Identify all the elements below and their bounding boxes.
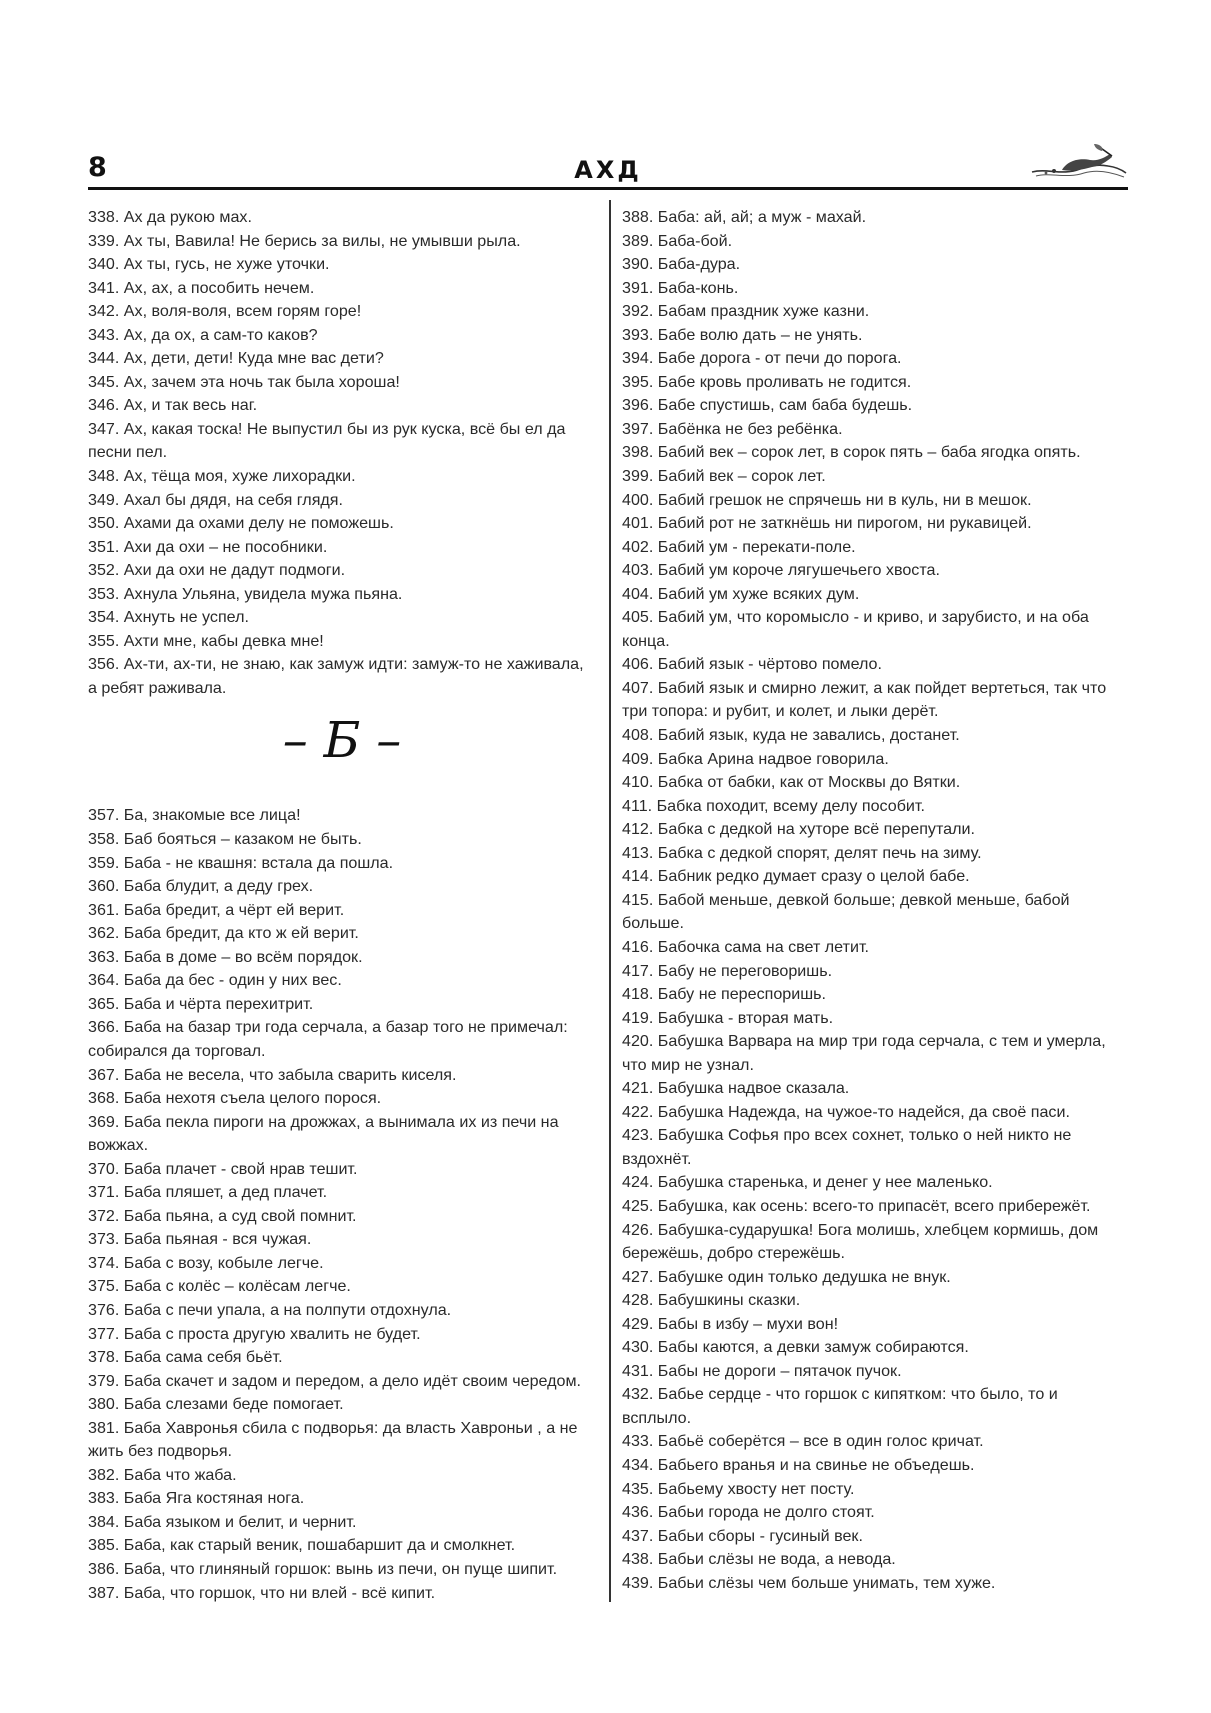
running-head: АХД bbox=[574, 156, 642, 184]
proverb-entry: 369. Баба пекла пироги на дрожжах, а вынимала их из печи на вожжах. bbox=[88, 1112, 559, 1155]
proverb-entry: 382. Баба что жаба. bbox=[88, 1465, 237, 1484]
proverb-entry: 345. Ах, зачем эта ночь так была хороша! bbox=[88, 372, 400, 391]
proverb-entry: 432. Бабье сердце - что горшок с кипятком: что было, то и всплыло. bbox=[622, 1385, 1058, 1427]
proverb-entry: 371. Баба пляшет, а дед плачет. bbox=[88, 1183, 328, 1202]
proverb-entry: 388. Баба: ай, ай; а муж - махай. bbox=[622, 208, 867, 226]
proverb-entry: 372. Баба пьяна, а суд свой помнит. bbox=[88, 1206, 357, 1225]
proverb-entry: 438. Бабьи слёзы не вода, а невода. bbox=[622, 1550, 896, 1569]
proverb-entry: 370. Баба плачет - свой нрав тешит. bbox=[88, 1159, 358, 1178]
proverb-entry: 422. Бабушка Надежда, на чужое-то надейся, да своё паси. bbox=[622, 1102, 1070, 1121]
proverb-entry: 408. Бабий язык, куда не завались, достанет. bbox=[622, 726, 960, 745]
proverb-entry: 358. Баб бояться – казаком не быть. bbox=[88, 830, 362, 849]
proverb-entry: 391. Баба-конь. bbox=[622, 278, 739, 297]
proverb-entry: 363. Баба в доме – во всём порядок. bbox=[88, 947, 363, 966]
proverb-entry: 433. Бабьё соберётся – все в один голос кричат. bbox=[622, 1432, 984, 1451]
right-entries bbox=[622, 206, 1128, 1595]
proverb-entry: 418. Бабу не переспоришь. bbox=[622, 985, 826, 1004]
proverb-entry: 383. Баба Яга костяная нога. bbox=[88, 1489, 305, 1508]
header-rule bbox=[88, 187, 1128, 190]
proverb-entry: 431. Бабы не дороги – пятачок пучок. bbox=[622, 1361, 902, 1380]
proverb-entry: 381. Баба Хавронья сбила с подворья: да власть Хавроньи , а не жить без подворья. bbox=[88, 1418, 578, 1461]
proverb-entry: 341. Ах, ах, а пособить нечем. bbox=[88, 278, 315, 297]
proverb-entry: 410. Бабка от бабки, как от Москвы до Вятки. bbox=[622, 773, 961, 792]
proverb-entry: 424. Бабушка старенька, и денег у нее маленько. bbox=[622, 1173, 993, 1192]
proverb-entry: 339. Ах ты, Вавила! Не берись за вилы, не умывши рыла. bbox=[88, 231, 521, 250]
proverb-entry: 426. Бабушка-сударушка! Бога молишь, хлебцем кормишь, дом бережёшь, добро стережёшь. bbox=[622, 1220, 1099, 1263]
column-divider bbox=[609, 200, 611, 1602]
proverb-entry: 419. Бабушка - вторая мать. bbox=[622, 1008, 834, 1027]
proverb-entry: 416. Бабочка сама на свет летит. bbox=[622, 937, 870, 956]
proverb-entry: 375. Баба с колёс – колёсам легче. bbox=[88, 1277, 351, 1296]
proverb-entry: 436. Бабьи города не долго стоят. bbox=[622, 1503, 875, 1522]
proverb-entry: 362. Баба бредит, да кто ж ей верит. bbox=[88, 924, 359, 943]
proverb-entry: 439. Бабьи слёзы чем больше унимать, тем хуже. bbox=[622, 1573, 996, 1592]
section-heading bbox=[88, 700, 596, 804]
hand-quill-ornament-icon bbox=[1028, 142, 1128, 182]
proverb-entry: 412. Бабка с дедкой на хуторе всё перепутали. bbox=[622, 820, 975, 839]
proverb-entry: 393. Бабе волю дать – не унять. bbox=[622, 325, 863, 344]
proverb-entry: 400. Бабий грешок не спрячешь ни в куль, ни в мешок. bbox=[622, 490, 1032, 509]
proverb-entry: 415. Бабой меньше, девкой больше; девкой меньше, бабой больше. bbox=[622, 890, 1070, 933]
proverb-entry: 402. Бабий ум - перекати-поле. bbox=[622, 537, 856, 556]
right-column bbox=[622, 206, 1128, 1595]
proverb-entry: 378. Баба сама себя бьёт. bbox=[88, 1348, 283, 1367]
proverb-entry: 428. Бабушкины сказки. bbox=[622, 1291, 801, 1310]
proverb-entry: 396. Бабе спустишь, сам баба будешь. bbox=[622, 396, 913, 415]
proverb-entry: 405. Бабий ум, что коромысло - и криво, и зарубисто, и на оба конца. bbox=[622, 608, 1089, 650]
proverb-entry: 365. Баба и чёрта перехитрит. bbox=[88, 994, 314, 1013]
proverb-entry: 417. Бабу не переговоришь. bbox=[622, 961, 833, 980]
proverb-entry: 374. Баба с возу, кобыле легче. bbox=[88, 1253, 324, 1272]
proverb-entry: 346. Ах, и так весь наг. bbox=[88, 396, 258, 415]
proverb-entry: 407. Бабий язык и смирно лежит, а как пойдет вертеться, так что три топора: и рубит, и колет, и лыки дерёт. bbox=[622, 678, 1107, 721]
proverb-entry: 348. Ах, тёща моя, хуже лихорадки. bbox=[88, 467, 356, 486]
proverb-entry: 411. Бабка походит, всему делу пособит. bbox=[622, 796, 925, 815]
proverb-entry: 423. Бабушка Софья про всех сохнет, только о ней никто не вздохнёт. bbox=[622, 1126, 1072, 1168]
proverb-entry: 379. Баба скачет и задом и передом, а дело идёт своим чередом. bbox=[88, 1371, 581, 1390]
left-entries-bottom bbox=[88, 804, 596, 1605]
proverb-entry: 352. Ахи да охи не дадут подмоги. bbox=[88, 561, 346, 580]
proverb-entry: 355. Ахти мне, кабы девка мне! bbox=[88, 631, 324, 650]
proverb-entry: 389. Баба-бой. bbox=[622, 231, 733, 250]
proverb-entry: 360. Баба блудит, а деду грех. bbox=[88, 877, 314, 896]
left-column bbox=[88, 206, 596, 1605]
proverb-entry: 350. Ахами да охами делу не поможешь. bbox=[88, 514, 394, 533]
proverb-entry: 429. Бабы в избу – мухи вон! bbox=[622, 1314, 839, 1333]
proverb-entry: 398. Бабий век – сорок лет, в сорок пять – баба ягодка опять. bbox=[622, 443, 1081, 462]
left-entries-top bbox=[88, 206, 596, 700]
section-letter: – Б – bbox=[282, 711, 402, 770]
proverb-entry: 343. Ах, да ох, а сам-то каков? bbox=[88, 325, 318, 344]
proverb-entry: 340. Ах ты, гусь, не хуже уточки. bbox=[88, 255, 330, 274]
proverb-entry: 386. Баба, что глиняный горшок: вынь из печи, он пуще шипит. bbox=[88, 1559, 558, 1578]
proverb-entry: 354. Ахнуть не успел. bbox=[88, 608, 249, 627]
proverb-entry: 399. Бабий век – сорок лет. bbox=[622, 467, 826, 486]
proverb-entry: 376. Баба с печи упала, а на полпути отдохнула. bbox=[88, 1300, 452, 1319]
proverb-entry: 366. Баба на базар три года серчала, а базар того не примечал: собирался да торговал. bbox=[88, 1018, 568, 1060]
proverb-entry: 421. Бабушка надвое сказала. bbox=[622, 1079, 850, 1098]
proverb-entry: 394. Бабе дорога - от печи до порога. bbox=[622, 349, 902, 368]
proverb-entry: 367. Баба не весела, что забыла сварить киселя. bbox=[88, 1065, 457, 1084]
proverb-entry: 353. Ахнула Ульяна, увидела мужа пьяна. bbox=[88, 584, 403, 603]
proverb-entry: 351. Ахи да охи – не пособники. bbox=[88, 537, 328, 556]
proverb-entry: 403. Бабий ум короче лягушечьего хвоста. bbox=[622, 561, 940, 580]
proverb-entry: 437. Бабьи сборы - гусиный век. bbox=[622, 1526, 863, 1545]
page-header bbox=[88, 150, 1128, 186]
proverb-entry: 356. Ах-ти, ах-ти, не знаю, как замуж идти: замуж-то не хаживала, а ребят раживала. bbox=[88, 655, 584, 697]
proverb-entry: 359. Баба - не квашня: встала да пошла. bbox=[88, 853, 394, 872]
proverb-entry: 392. Бабам праздник хуже казни. bbox=[622, 302, 870, 321]
page-number: 8 bbox=[88, 152, 107, 183]
proverb-entry: 338. Ах да рукою мах. bbox=[88, 208, 252, 226]
proverb-entry: 387. Баба, что горшок, что ни влей - всё кипит. bbox=[88, 1583, 436, 1602]
proverb-entry: 361. Баба бредит, а чёрт ей верит. bbox=[88, 900, 345, 919]
proverb-entry: 385. Баба, как старый веник, пошабаршит да и смолкнет. bbox=[88, 1536, 516, 1555]
proverb-entry: 435. Бабьему хвосту нет посту. bbox=[622, 1479, 855, 1498]
proverb-entry: 434. Бабьего вранья и на свинье не объедешь. bbox=[622, 1455, 975, 1474]
proverb-entry: 380. Баба слезами беде помогает. bbox=[88, 1395, 344, 1414]
proverb-entry: 390. Баба-дура. bbox=[622, 255, 741, 274]
proverb-entry: 395. Бабе кровь проливать не годится. bbox=[622, 372, 912, 391]
proverb-entry: 347. Ах, какая тоска! Не выпустил бы из рук куска, всё бы ел да песни пел. bbox=[88, 419, 566, 462]
proverb-entry: 409. Бабка Арина надвое говорила. bbox=[622, 749, 889, 768]
proverb-entry: 427. Бабушке один только дедушка не внук. bbox=[622, 1267, 951, 1286]
proverb-entry: 342. Ах, воля-воля, всем горям горе! bbox=[88, 302, 362, 321]
proverb-entry: 377. Баба с проста другую хвалить не будет. bbox=[88, 1324, 421, 1343]
proverb-entry: 344. Ах, дети, дети! Куда мне вас дети? bbox=[88, 349, 384, 368]
proverb-entry: 420. Бабушка Варвара на мир три года серчала, с тем и умерла, что мир не узнал. bbox=[622, 1032, 1106, 1074]
proverb-entry: 414. Бабник редко думает сразу о целой бабе. bbox=[622, 867, 970, 886]
proverb-entry: 401. Бабий рот не заткнёшь ни пирогом, ни рукавицей. bbox=[622, 514, 1032, 533]
proverb-entry: 368. Баба нехотя съела целого порося. bbox=[88, 1089, 382, 1108]
proverb-entry: 373. Баба пьяная - вся чужая. bbox=[88, 1230, 312, 1249]
proverb-entry: 425. Бабушка, как осень: всего-то припасёт, всего прибережёт. bbox=[622, 1196, 1091, 1215]
proverb-entry: 406. Бабий язык - чёртово помело. bbox=[622, 655, 882, 674]
proverb-entry: 349. Ахал бы дядя, на себя глядя. bbox=[88, 490, 343, 509]
proverb-entry: 364. Баба да бес - один у них вес. bbox=[88, 971, 342, 990]
proverb-entry: 404. Бабий ум хуже всяких дум. bbox=[622, 584, 860, 603]
proverb-entry: 397. Бабёнка не без ребёнка. bbox=[622, 419, 843, 438]
proverb-entry: 357. Ба, знакомые все лица! bbox=[88, 806, 301, 825]
proverb-entry: 430. Бабы каются, а девки замуж собираются. bbox=[622, 1338, 969, 1357]
proverb-entry: 384. Баба языком и белит, и чернит. bbox=[88, 1512, 357, 1531]
proverb-entry: 413. Бабка с дедкой спорят, делят печь на зиму. bbox=[622, 843, 982, 862]
